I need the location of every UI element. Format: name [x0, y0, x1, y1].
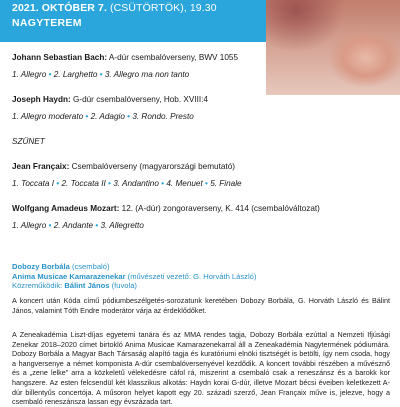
separator-dot: • [85, 112, 89, 121]
work-title: A-dúr csembalóverseny, BWV 1055 [108, 53, 239, 62]
guest-prefix: Közreműködik: [12, 281, 63, 291]
weekday-time: (CSÜTÖRTÖK), 19.30 [110, 2, 217, 14]
separator-dot: • [56, 179, 60, 188]
composer-name: Joseph Haydn: [12, 95, 71, 104]
separator-dot: • [127, 112, 131, 121]
separator-dot: • [95, 221, 99, 230]
concert-program [12, 52, 392, 231]
movement: 2. Toccata II [61, 179, 106, 188]
composer-name: Jean Françaix: [12, 162, 70, 171]
work-title: G-dúr csembalóverseny, Hob. XVIII:4 [72, 95, 208, 104]
separator-dot: • [205, 179, 208, 188]
ensemble-name: Anima Musicae Kamarazenekar [12, 271, 126, 281]
soloist-name: Dobozy Borbála [12, 262, 70, 271]
work-title: Csembalóverseny (magyarországi bemutató) [71, 162, 235, 171]
guest-line [12, 281, 256, 291]
movement: 3. Andantino [113, 179, 159, 188]
movement: 3. Allegro ma non tanto [104, 70, 190, 79]
ensemble-line [12, 272, 256, 282]
talk-info-paragraph: A koncert után Kóda című pódiumbeszélgetés-sorozatunk keretében Dobozy Borbála, G. Horváth László és Bálint János, valamint Tóth Endre moderátor várja az érdeklődőket. [12, 296, 390, 315]
separator-dot: • [161, 179, 165, 188]
date-banner [0, 0, 266, 42]
composer-name: Wolfgang Amadeus Mozart: [12, 204, 120, 213]
guest-role: (fuvola) [111, 281, 137, 291]
work-title: 12. (A-dúr) zongoraverseny, K. 414 (csembalóváltozat) [121, 204, 320, 213]
movement-list [12, 178, 392, 189]
performers-block [12, 262, 256, 291]
movement-list [12, 220, 392, 231]
composer-name: Johann Sebastian Bach: [12, 53, 108, 62]
separator-dot: • [48, 221, 52, 230]
movement: 2. Larghetto [53, 70, 98, 79]
movement-list [12, 69, 392, 80]
movement: 2. Andante [53, 221, 94, 230]
movement: 1. Toccata I [12, 179, 55, 188]
movement: 3. Rondo. Presto [132, 112, 194, 121]
soloist-role: (csembaló) [71, 262, 110, 271]
soloist-line [12, 262, 256, 272]
movement: 4. Menuet [166, 179, 203, 188]
movement: 2. Adagio [90, 112, 125, 121]
movement: 1. Allegro [12, 70, 47, 79]
program-item-haydn [12, 94, 392, 122]
guest-name: Bálint János [64, 281, 110, 291]
intermission-label: SZÜNET [12, 137, 45, 146]
movement: 1. Allegro moderato [12, 112, 84, 121]
venue-name: NAGYTEREM [12, 17, 82, 29]
movement-list [12, 111, 392, 122]
date-text: 2021. OKTÓBER 7. [12, 2, 107, 14]
concert-date [12, 2, 217, 14]
separator-dot: • [108, 179, 111, 188]
separator-dot: • [48, 70, 52, 79]
movement: 1. Allegro [12, 221, 47, 230]
program-item-bach [12, 52, 392, 80]
program-item-francaix [12, 161, 392, 189]
movement: 3. Allegretto [100, 221, 144, 230]
movement: 5. Finale [210, 179, 242, 188]
concert-description-paragraph: A Zeneakadémia Liszt-díjas egyetemi tanára és az MMA rendes tagja, Dobozy Borbála ezúttal a Nemzeti Ifjúsági Zenekar 2018–2020 címet birtokló Anima Musicae Kamarazenekarral áll a Zeneakadémia Nagytermének pódiumára. Dobozy Borbála a Magyar Bach Társaság alapító tagja és kuratóriumi elnöki tisztségét is betölti, így nem csoda, hogy a hangversenye a német komponista A-dúr csembalóversenyével kezdődik. A koncert további részében a művésznő és a „zene lelke” arra a közkeletű vélekedésre cáfol rá, miszerint a csembaló csak a reneszánsz és a barokk kor hangszere. Az esten felcsendül két klasszikus alkotás: Haydn korai G-dúr, illetve Mozart bécsi éveiben keletkezett A-dúr billentyűs concertója. A műsoron helyet kapott egy 20. századi szerző, Jean Françaix műve is, jelezve, hogy a csembaló reneszánsza lassan egy évszázada tart. [12, 330, 390, 407]
program-item-mozart [12, 203, 392, 231]
ensemble-role: (művészeti vezető: G. Horváth László) [127, 271, 257, 281]
separator-dot: • [99, 70, 103, 79]
